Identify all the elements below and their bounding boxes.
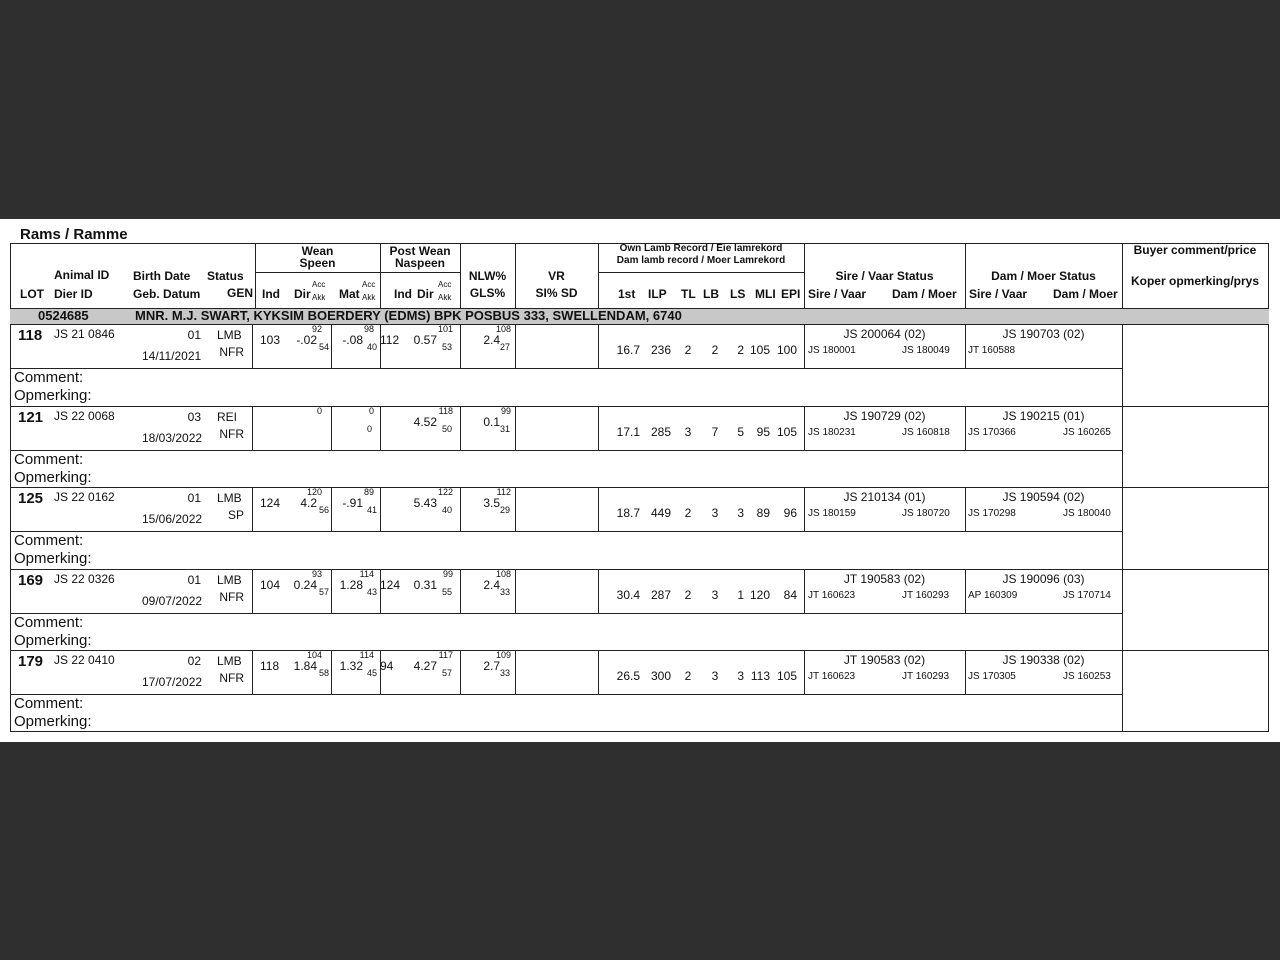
comment-rule	[10, 694, 1123, 695]
animal-id: JS 22 0410	[54, 653, 115, 667]
postwean-dir: 0.57	[413, 333, 437, 347]
status-code: LMB	[217, 328, 242, 342]
hdr-status: Status	[207, 269, 244, 283]
row-div	[598, 570, 599, 613]
nlw-value: 2.7	[483, 659, 500, 673]
wean-ind: 104	[260, 577, 281, 592]
animal-row	[0, 324, 1280, 406]
wean-mat-index: 0	[368, 405, 374, 416]
sire-sire: JS 180231	[808, 426, 856, 438]
row-div	[515, 325, 516, 368]
hdr-wean-dir: Dir	[294, 287, 311, 301]
lamb-1st: 26.5	[616, 669, 640, 683]
lamb-mli: 120	[749, 587, 770, 602]
opmerking-label: Opmerking:	[14, 550, 92, 567]
buyer-comment-field[interactable]	[1124, 652, 1267, 730]
opmerking-label: Opmerking:	[14, 713, 92, 730]
wean-mat-index: 89	[363, 487, 374, 497]
sire-dam: JS 180720	[902, 508, 950, 519]
hdr-sub-rule-wean	[255, 272, 461, 273]
animal-id: JS 22 0068	[54, 408, 115, 423]
sire-status: JS 190729 (02)	[843, 408, 926, 423]
wean-mat-index: 114	[359, 650, 374, 660]
postwean-acc: 53	[442, 342, 453, 352]
birth-code: 01	[187, 572, 201, 587]
sire-dam: JT 160293	[902, 589, 950, 601]
hdr-naspeen: Naspeen	[394, 256, 446, 270]
row-top-rule	[10, 324, 1269, 325]
row-div	[598, 651, 599, 694]
hdr-epi: EPI	[781, 287, 801, 301]
animal-row	[0, 487, 1280, 569]
sire-sire: JT 160623	[808, 589, 856, 601]
wean-mat: -.08	[342, 333, 363, 347]
nlw-value: 3.5	[483, 496, 500, 510]
lot-number: 121	[18, 408, 44, 426]
animal-row	[0, 406, 1280, 488]
nlw-acc: 31	[500, 423, 511, 434]
buyer-comment-field[interactable]	[1124, 489, 1267, 567]
comment-rule	[10, 613, 1123, 614]
row-top-rule	[10, 650, 1269, 651]
status-code: LMB	[217, 654, 242, 668]
hdr-koper: Koper opmerking/prys	[1130, 274, 1260, 288]
postwean-dir: 4.27	[413, 659, 437, 673]
lamb-tl: 2	[684, 343, 692, 357]
wean-mat: 1.28	[339, 577, 363, 592]
comment-field[interactable]	[110, 533, 1120, 567]
birth-date: 18/03/2022	[142, 430, 203, 445]
postwean-dir: 4.52	[413, 414, 437, 429]
row-top-rule	[10, 406, 1269, 407]
dam-status: JS 190338 (02)	[1002, 653, 1085, 667]
hdr-post-wean: Post Wean	[389, 244, 451, 258]
row-div	[515, 407, 516, 450]
hdr-tl: TL	[681, 287, 696, 301]
sire-status: JS 200064 (02)	[843, 327, 926, 341]
lamb-mli: 105	[749, 343, 770, 357]
birth-date: 14/11/2021	[142, 349, 202, 363]
hdr-nlw: NLW%	[468, 269, 507, 283]
hdr-ls: LS	[730, 287, 746, 301]
postwean-acc: 50	[442, 423, 453, 434]
wean-mat-index: 98	[363, 324, 374, 334]
hdr-gen: GEN	[227, 286, 254, 300]
comment-rule	[10, 531, 1123, 532]
comment-label: Comment:	[14, 695, 84, 712]
lamb-epi: 84	[783, 587, 797, 602]
sire-status: JT 190583 (02)	[843, 653, 926, 667]
hdr-dier-id: Dier ID	[54, 287, 93, 301]
animal-row	[0, 569, 1280, 651]
wean-dir-index: 93	[311, 568, 322, 579]
birth-date: 15/06/2022	[142, 512, 203, 526]
postwean-index: 99	[442, 568, 453, 579]
wean-mat: -.91	[342, 496, 363, 510]
wean-mat-acc: 43	[367, 586, 378, 597]
lamb-epi: 105	[776, 424, 797, 439]
row-div	[380, 407, 381, 450]
row-div	[515, 488, 516, 531]
hdr-pw-dir: Dir	[417, 287, 434, 301]
comment-field[interactable]	[110, 370, 1120, 404]
hdr-lb: LB	[703, 287, 719, 301]
hdr-mli: MLI	[755, 287, 776, 301]
nlw-index: 108	[495, 568, 511, 579]
wean-ind: 118	[260, 659, 280, 673]
hdr-wean-dir-acc: Acc	[312, 280, 326, 289]
row-top-rule	[10, 487, 1269, 488]
hdr-speen: Speen	[299, 256, 336, 270]
row-div	[331, 325, 332, 368]
hdr-sire-sire: Sire / Vaar	[808, 287, 867, 301]
lamb-tl: 3	[684, 424, 692, 439]
hdr-pw-akk: Akk	[438, 293, 452, 302]
wean-dir-index: 92	[311, 324, 322, 334]
dam-status: JS 190215 (01)	[1002, 408, 1085, 423]
wean-dir: -.02	[296, 333, 317, 347]
gen-code: SP	[227, 508, 244, 522]
comment-label: Comment:	[14, 613, 84, 631]
lamb-lb: 2	[711, 343, 719, 357]
comment-rule	[10, 368, 1123, 369]
lamb-ls: 5	[737, 424, 744, 439]
lot-number: 179	[18, 653, 44, 670]
row-div	[460, 407, 461, 450]
postwean-acc: 40	[442, 505, 453, 515]
lamb-ls: 3	[737, 506, 744, 520]
opmerking-label: Opmerking:	[14, 468, 92, 486]
postwean-ind: 112	[380, 333, 400, 347]
wean-dir-acc: 54	[319, 342, 330, 352]
nlw-acc: 33	[500, 586, 511, 597]
row-div	[460, 651, 461, 694]
row-div	[252, 570, 253, 613]
breeder-code: 0524685	[38, 308, 89, 323]
section-title: Rams / Ramme	[20, 226, 128, 243]
birth-code: 03	[187, 409, 201, 424]
nlw-index: 99	[500, 405, 511, 416]
nlw-index: 112	[496, 487, 511, 497]
lamb-epi: 105	[776, 669, 797, 683]
lamb-lb: 7	[711, 424, 719, 439]
lamb-ilp: 236	[650, 343, 671, 357]
animal-id: JS 22 0326	[54, 571, 115, 586]
hdr-ilp: ILP	[648, 287, 667, 301]
lamb-tl: 2	[684, 506, 692, 520]
hdr-own-lamb: Own Lamb Record / Eie lamrekord	[619, 243, 783, 254]
nlw-value: 0.1	[483, 414, 500, 429]
birth-date: 17/07/2022	[142, 675, 203, 689]
hdr-gls: GLS%	[469, 286, 506, 300]
lamb-tl: 2	[684, 669, 692, 683]
nlw-index: 109	[495, 650, 511, 660]
lamb-1st: 18.7	[616, 506, 640, 520]
hdr-wean: Wean	[301, 244, 334, 258]
lamb-lb: 3	[711, 506, 719, 520]
wean-dir-acc: 58	[319, 668, 330, 678]
lamb-epi: 96	[783, 506, 797, 520]
wean-mat-acc: 41	[367, 505, 378, 515]
birth-code: 01	[187, 491, 201, 505]
lot-number: 125	[18, 490, 44, 507]
row-div	[252, 651, 253, 694]
hdr-animal-id: Animal ID	[54, 268, 110, 282]
animal-id: JS 22 0162	[54, 490, 115, 504]
lamb-ilp: 287	[650, 587, 671, 602]
breeder-name: MNR. M.J. SWART, KYKSIM BOERDERY (EDMS) BPK POSBUS 333, SWELLENDAM, 6740	[135, 308, 682, 323]
wean-mat-acc: 40	[367, 342, 378, 352]
postwean-index: 122	[437, 487, 453, 497]
opmerking-label: Opmerking:	[14, 387, 92, 404]
dam-sire: JT 160588	[968, 345, 1016, 356]
wean-dir: 0.24	[293, 577, 317, 592]
lamb-ilp: 449	[650, 506, 671, 520]
comment-label: Comment:	[14, 369, 84, 386]
lamb-mli: 89	[756, 506, 770, 520]
wean-dir: 1.84	[293, 659, 317, 673]
row-div	[515, 651, 516, 694]
wean-dir: 4.2	[300, 496, 317, 510]
hdr-buyer: Buyer comment/price	[1133, 243, 1257, 257]
nlw-index: 108	[495, 324, 511, 334]
dam-sire: JS 170298	[968, 508, 1016, 519]
wean-dir-acc: 56	[319, 505, 330, 515]
gen-code: NFR	[219, 345, 244, 359]
row-div	[331, 651, 332, 694]
lamb-ls: 2	[737, 343, 744, 357]
sire-status: JS 210134 (01)	[843, 490, 926, 504]
sire-status: JT 190583 (02)	[843, 571, 926, 586]
wean-dir-index: 120	[306, 487, 322, 497]
postwean-acc: 55	[442, 586, 453, 597]
hdr-si-sd: SI% SD	[535, 286, 578, 300]
comment-label: Comment:	[14, 450, 84, 468]
buyer-comment-field[interactable]	[1124, 408, 1267, 486]
nlw-value: 2.4	[483, 577, 500, 592]
sire-sire: JS 180001	[808, 345, 856, 356]
nlw-value: 2.4	[483, 333, 500, 347]
lot-number: 118	[18, 327, 43, 344]
row-div	[460, 488, 461, 531]
dam-status: JS 190096 (03)	[1002, 571, 1085, 586]
comment-rule	[10, 450, 1123, 451]
status-code: LMB	[217, 491, 242, 505]
hdr-wean-ind: Ind	[262, 287, 280, 301]
gen-code: NFR	[219, 589, 244, 604]
lamb-lb: 3	[711, 587, 719, 602]
lamb-lb: 3	[711, 669, 719, 683]
hdr-sire-dam: Dam / Moer	[892, 287, 957, 301]
row-div	[252, 407, 253, 450]
hdr-wean-mat-akk: Akk	[362, 293, 376, 302]
buyer-comment-field[interactable]	[1124, 571, 1267, 649]
row-div	[460, 325, 461, 368]
hdr-pw-ind: Ind	[394, 287, 412, 301]
hdr-geb-datum: Geb. Datum	[133, 287, 201, 301]
wean-ind: 124	[260, 496, 281, 510]
postwean-ind: 94	[380, 659, 394, 673]
sire-dam: JS 160818	[902, 426, 950, 438]
gen-code: NFR	[219, 671, 244, 685]
dam-dam: JS 160265	[1063, 426, 1111, 438]
postwean-dir: 5.43	[413, 496, 437, 510]
dam-status: JS 190594 (02)	[1002, 490, 1085, 504]
wean-mat-index: 114	[359, 568, 374, 579]
hdr-lot: LOT	[20, 287, 44, 301]
catalogue-page	[0, 219, 1280, 742]
wean-mat-acc: 0	[367, 423, 373, 434]
lamb-1st: 16.7	[616, 343, 640, 357]
status-code: LMB	[217, 572, 242, 587]
gen-code: NFR	[219, 426, 244, 441]
row-div	[598, 325, 599, 368]
lamb-ls: 1	[737, 587, 744, 602]
sire-dam: JS 180049	[902, 345, 950, 356]
wean-mat-acc: 45	[367, 668, 378, 678]
hdr-dam-sire: Sire / Vaar	[969, 287, 1028, 301]
comment-field[interactable]	[110, 696, 1120, 730]
hdr-sire-status: Sire / Vaar Status	[835, 269, 934, 283]
wean-mat: 1.32	[339, 659, 363, 673]
postwean-acc: 57	[442, 668, 453, 678]
row-div	[331, 488, 332, 531]
hdr-wean-dir-akk: Akk	[312, 293, 326, 302]
lamb-epi: 100	[776, 343, 797, 357]
birth-code: 02	[187, 654, 201, 668]
postwean-index: 101	[437, 324, 453, 334]
lamb-ilp: 285	[650, 424, 671, 439]
lamb-mli: 113	[750, 669, 770, 683]
wean-ind: 103	[260, 333, 281, 347]
lamb-1st: 17.1	[616, 424, 640, 439]
hdr-pw-acc: Acc	[438, 280, 452, 289]
comment-label: Comment:	[14, 532, 84, 549]
buyer-comment-field[interactable]	[1124, 326, 1267, 404]
row-div	[331, 407, 332, 450]
dam-dam: JS 170714	[1063, 589, 1111, 601]
sire-sire: JT 160623	[808, 671, 856, 682]
row-div	[252, 325, 253, 368]
hdr-1st: 1st	[618, 287, 636, 301]
sire-dam: JT 160293	[902, 671, 950, 682]
row-div	[515, 570, 516, 613]
postwean-dir: 0.31	[413, 577, 437, 592]
hdr-wean-mat: Mat	[339, 287, 360, 301]
row-div	[598, 407, 599, 450]
row-div	[331, 570, 332, 613]
wean-dir-acc: 57	[319, 586, 330, 597]
lamb-mli: 95	[756, 424, 770, 439]
animal-row	[0, 650, 1280, 732]
lamb-ilp: 300	[650, 669, 671, 683]
row-div	[598, 488, 599, 531]
nlw-acc: 33	[500, 668, 511, 678]
comment-field[interactable]	[110, 452, 1120, 486]
row-div	[380, 488, 381, 531]
dam-sire: JS 170305	[968, 671, 1016, 682]
lamb-1st: 30.4	[616, 587, 640, 602]
nlw-acc: 27	[500, 342, 511, 352]
row-top-rule	[10, 569, 1269, 570]
animal-id: JS 21 0846	[54, 327, 115, 341]
nlw-acc: 29	[500, 505, 511, 515]
postwean-index: 117	[438, 650, 453, 660]
row-div	[252, 488, 253, 531]
hdr-sub-rule-lamb	[598, 272, 805, 273]
dam-sire: AP 160309	[968, 589, 1018, 601]
hdr-dam-status: Dam / Moer Status	[991, 269, 1096, 283]
status-code: REI	[217, 409, 238, 424]
dam-dam: JS 180040	[1063, 508, 1111, 519]
postwean-index: 118	[438, 405, 453, 416]
lamb-tl: 2	[684, 587, 692, 602]
wean-dir-index: 0	[316, 405, 322, 416]
lamb-ls: 3	[737, 669, 744, 683]
birth-code: 01	[187, 328, 201, 342]
dam-status: JS 190703 (02)	[1002, 327, 1085, 341]
hdr-vr: VR	[548, 269, 565, 283]
wean-dir-index: 104	[306, 650, 322, 660]
hdr-wean-mat-acc: Acc	[362, 280, 376, 289]
dam-sire: JS 170366	[968, 426, 1016, 438]
birth-date: 09/07/2022	[142, 593, 203, 608]
lot-number: 169	[18, 571, 44, 589]
dam-dam: JS 160253	[1063, 671, 1111, 682]
opmerking-label: Opmerking:	[14, 631, 92, 649]
sire-sire: JS 180159	[808, 508, 856, 519]
postwean-ind: 124	[380, 577, 401, 592]
hdr-dam-dam: Dam / Moer	[1053, 287, 1118, 301]
comment-field[interactable]	[110, 615, 1120, 649]
hdr-dam-lamb: Dam lamb record / Moer Lamrekord	[616, 255, 786, 266]
hdr-birth-date: Birth Date	[133, 269, 191, 283]
row-div	[460, 570, 461, 613]
